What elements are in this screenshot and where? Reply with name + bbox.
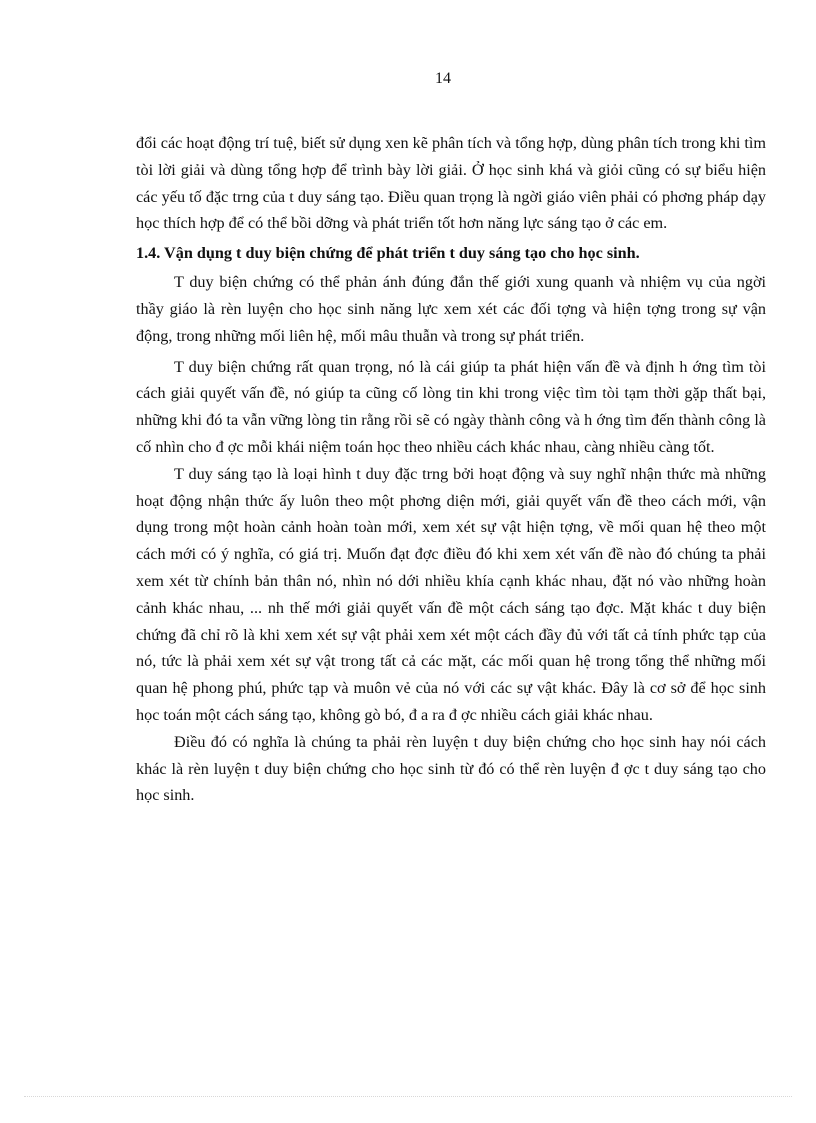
section-heading: 1.4. Vận dụng t duy biện chứng để phát triển t duy sáng tạo cho học sinh.: [136, 244, 640, 263]
page-bottom-rule: [24, 1096, 792, 1097]
paragraph-conclusion: Điều đó có nghĩa là chúng ta phải rèn luyện t duy biện chứng cho học sinh hay nói cách khác là rèn luyện t duy biện chứng cho học sinh từ đó có thể rèn luyện đ ợc t duy sáng tạo cho học sinh.: [136, 732, 766, 805]
paragraph-importance: T duy biện chứng rất quan trọng, nó là cái giúp ta phát hiện vấn đề và định h ớng tìm tòi cách giải quyết vấn đề, nó giúp ta cũng cố lòng tin khi trong việc tìm tòi tạm thời gặp thất bại, những khi đó ta vẫn vững lòng tin rằng rồi sẽ có ngày thành công và h ớng tìm đến thành công là cố nhìn cho đ ợc mỗi khái niệm toán học theo nhiều cách khác nhau, càng nhiều càng tốt.: [136, 357, 766, 456]
page-number: 14: [435, 70, 451, 87]
paragraph-dialectical-thinking: T duy biện chứng có thể phản ánh đúng đắn thế giới xung quanh và nhiệm vụ của ngời thầy giáo là rèn luyện cho học sinh năng lực xem xét các đối tợng và hiện tợng trong sự vận động, trong những mối liên hệ, mối mâu thuẫn và trong sự phát triển.: [136, 273, 766, 345]
document-body: [136, 130, 766, 809]
paragraph-intro-continuation: đổi các hoạt động trí tuệ, biết sử dụng xen kẽ phân tích và tổng hợp, dùng phân tích trong khi tìm tòi lời giải và dùng tổng hợp để trình bày lời giải. Ở học sinh khá và giỏi cũng có sự biểu hiện các yếu tố đặc trng của t duy sáng tạo. Điều quan trọng là ngời giáo viên phải có phơng pháp dạy học thích hợp để có thể bồi dỡng và phát triển tốt hơn năng lực sáng tạo ở các em.: [136, 134, 766, 233]
paragraph-creative-thinking: T duy sáng tạo là loại hình t duy đặc trng bởi hoạt động và suy nghĩ nhận thức mà những hoạt động nhận thức ấy luôn theo một phơng diện mới, giải quyết vấn đề theo cách mới, vận dụng trong một hoàn cảnh hoàn toàn mới, xem xét sự vật hiện tợng, về mối quan hệ theo một cách mới có ý nghĩa, có giá trị. Muốn đạt đợc điều đó khi xem xét vấn đề nào đó chúng ta phải xem xét từ chính bản thân nó, nhìn nó dới nhiều khía cạnh khác nhau, đặt nó vào những hoàn cảnh khác nhau, ... nh thế mới giải quyết vấn đề một cách sáng tạo đợc. Mặt khác t duy biện chứng đã chỉ rõ là khi xem xét sự vật phải xem xét một cách đầy đủ với tất cả tính phức tạp của nó, tức là phải xem xét sự vật trong tất cả các mặt, các mối quan hệ trong tổng thể những mối quan hệ phong phú, phức tạp và muôn vẻ của nó với các sự vật khác. Đây là cơ sở để học sinh học toán một cách sáng tạo, không gò bó, đ a ra đ ợc nhiều cách giải khác nhau.: [136, 464, 766, 724]
